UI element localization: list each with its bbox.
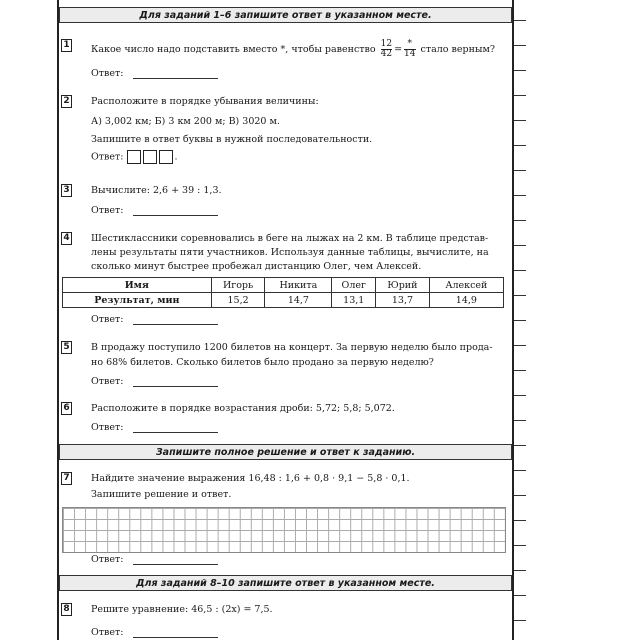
answer-box[interactable] [127, 150, 141, 164]
margin-tick [514, 45, 526, 46]
q8-text: Решите уравнение: 46,5 : (2x) = 7,5. [91, 604, 273, 615]
table-cell: Имя [63, 278, 212, 293]
margin-tick [514, 120, 526, 121]
q4-line-1: Шестиклассники соревновались в беге на лыжах на 2 км. В таблице представ- [91, 233, 489, 244]
section-header-2: Запишите полное решение и ответ к заданию. [59, 444, 512, 460]
solution-grid[interactable] [62, 507, 506, 553]
margin-ticks [514, 0, 528, 640]
answer-line-7[interactable] [133, 564, 218, 565]
table-cell: Юрий [376, 278, 430, 293]
table-cell: Результат, мин [63, 293, 212, 308]
margin-tick [514, 70, 526, 71]
margin-tick [514, 245, 526, 246]
q4-line-3: сколько минут быстрее пробежал дистанцию Олег, чем Алексей. [91, 261, 422, 272]
q1-text-after: стало верным? [420, 44, 495, 55]
margin-tick [514, 570, 526, 571]
margin-tick [514, 270, 526, 271]
q1-text-before: Какое число надо подставить вместо *, чтобы равенство [91, 44, 376, 55]
table-cell: 14,9 [429, 293, 503, 308]
margin-tick [514, 495, 526, 496]
fraction-1-denominator: 42 [380, 49, 393, 59]
task-number-4: 4 [61, 232, 72, 245]
margin-tick [514, 345, 526, 346]
table-cell: 13,1 [332, 293, 376, 308]
margin-tick [514, 220, 526, 221]
margin-tick [514, 470, 526, 471]
margin-tick [514, 145, 526, 146]
answer-label-6: Ответ: [91, 422, 124, 433]
task-number-8: 8 [61, 603, 72, 616]
task-number-5: 5 [61, 341, 72, 354]
answer-box[interactable] [143, 150, 157, 164]
margin-tick [514, 195, 526, 196]
q7-instruction: Запишите решение и ответ. [91, 489, 232, 500]
answer-label-1: Ответ: [91, 68, 124, 79]
margin-tick [514, 445, 526, 446]
fraction-2-numerator: * [407, 39, 413, 49]
answer-label-5: Ответ: [91, 376, 124, 387]
fraction-1-numerator: 12 [380, 39, 393, 49]
margin-tick [514, 20, 526, 21]
task-number-2: 2 [61, 95, 72, 108]
margin-tick [514, 320, 526, 321]
answer-line-3[interactable] [133, 215, 218, 216]
table-cell: Игорь [211, 278, 265, 293]
q4-line-2: лены результаты пяти участников. Используя данные таблицы, вычислите, на [91, 247, 489, 258]
table-cell: Алексей [429, 278, 503, 293]
margin-tick [514, 170, 526, 171]
table-row [63, 293, 504, 308]
q5-line-2: но 68% билетов. Сколько билетов было продано за первую неделю? [91, 357, 434, 368]
q2-options: А) 3,002 км; Б) 3 км 200 м; В) 3020 м. [91, 116, 280, 127]
task-number-3: 3 [61, 184, 72, 197]
answer-label-8: Ответ: [91, 627, 124, 638]
answer-label-3: Ответ: [91, 205, 124, 216]
margin-tick [514, 620, 526, 621]
task-number-7: 7 [61, 472, 72, 485]
answer-line-4[interactable] [133, 324, 218, 325]
table-cell: 13,7 [376, 293, 430, 308]
results-table [62, 277, 504, 308]
table-header-row [63, 278, 504, 293]
fraction-1 [381, 40, 392, 59]
table-cell: 15,2 [211, 293, 265, 308]
margin-tick [514, 395, 526, 396]
q1-text: Какое число надо подставить вместо *, чтобы равенство $\frac{12}{42}$ = $\frac{*}{14}$ стало верным? [91, 39, 495, 59]
margin-tick [514, 95, 526, 96]
table-cell: Никита [265, 278, 332, 293]
q3-text: Вычислите: 2,6 + 39 : 1,3. [91, 185, 222, 196]
task-number-1: 1 [61, 39, 72, 52]
answer-line-5[interactable] [133, 386, 218, 387]
q7-text: Найдите значение выражения 16,48 : 1,6 + 0,8 · 9,1 − 5,8 · 0,1. [91, 473, 410, 484]
q6-text: Расположите в порядке возрастания дроби: 5,72; 5,8; 5,072. [91, 403, 395, 414]
margin-tick [514, 370, 526, 371]
section-header-1: Для заданий 1–6 запишите ответ в указанном месте. [59, 7, 512, 23]
fraction-2 [404, 40, 415, 59]
answer-row-2: Ответ: . [91, 151, 178, 163]
q5-line-1: В продажу поступило 1200 билетов на концерт. За первую неделю было прода- [91, 342, 493, 353]
answer-label-7: Ответ: [91, 554, 124, 565]
margin-tick [514, 520, 526, 521]
margin-tick [514, 545, 526, 546]
table-cell: 14,7 [265, 293, 332, 308]
answer-label-4: Ответ: [91, 314, 124, 325]
q2-instruction: Запишите в ответ буквы в нужной последовательности. [91, 134, 373, 145]
left-margin-line [57, 0, 59, 640]
section-header-3: Для заданий 8–10 запишите ответ в указанном месте. [59, 575, 512, 591]
answer-line-1[interactable] [133, 78, 218, 79]
task-number-6: 6 [61, 402, 72, 415]
margin-tick [514, 595, 526, 596]
fraction-2-denominator: 14 [404, 49, 416, 59]
margin-tick [514, 295, 526, 296]
answer-line-6[interactable] [133, 432, 218, 433]
answer-box[interactable] [159, 150, 173, 164]
answer-label-2: Ответ: [91, 151, 124, 163]
q2-text: Расположите в порядке убывания величины: [91, 96, 319, 107]
margin-tick [514, 420, 526, 421]
answer-line-8[interactable] [133, 637, 218, 638]
table-cell: Олег [332, 278, 376, 293]
